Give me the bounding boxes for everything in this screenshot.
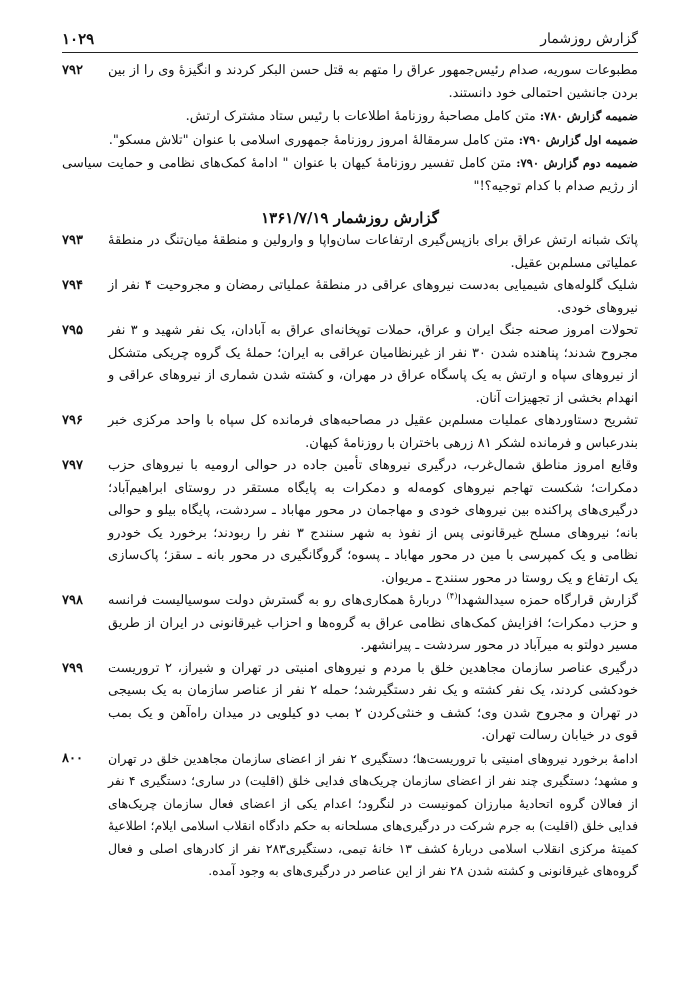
entry-number: ۷۹۳ — [62, 233, 83, 248]
annex-text: متن کامل سرمقالهٔ امروز روزنامهٔ جمهوری اسلامی با عنوان "تلاش مسکو". — [108, 132, 515, 148]
annex-item — [62, 152, 638, 198]
entry-text: تشریح دستاوردهای عملیات مسلم‌بن عقیل در مصاحبه‌های فرمانده کل سپاه با واحد مرکزی خبر بندرعباس و فرمانده لشکر ۸۱ زرهی باختران با روزنامهٔ کیهان. — [108, 413, 638, 451]
footnote-marker: (۴) — [446, 591, 458, 602]
report-entry — [62, 658, 638, 748]
entry-text: وقایع امروز مناطق شمال‌غرب، درگیری نیروهای تأمین جاده در حوالی ارومیه با نیروهای حزب دمکرات؛ شکست تهاجم نیروهای کومه‌له و دمکرات به پایگاه مستقر در روستای ابراهیم‌آباد؛ درگیری‌های پراکنده بین نیروهای خودی و مهاجمان در محور مهاباد ـ سردشت، پایگاه بیلو و حوالی بانه؛ نیروهای مسلح غیرقانونی پس از نفوذ به شهر سنندج ۳ نفر را ربودند؛ برخورد یک خودرو نظامی و یک کمپرسی با مین در محور مهاباد ـ پسوه؛ گروگانگیری در محور بانه ـ سقز؛ پاک‌سازی یک ارتفاع و یک روستا در محور سنندج ـ مریوان. — [108, 458, 638, 586]
report-entry — [62, 320, 638, 410]
entry-number: ۷۹۷ — [62, 458, 83, 473]
section-heading: گزارش روزشمار ۱۳۶۱/۷/۱۹ — [261, 209, 439, 227]
report-entry — [62, 230, 638, 275]
report-entry — [62, 60, 638, 105]
report-entry — [62, 590, 638, 658]
report-entry — [62, 455, 638, 590]
entry-text: درگیری عناصر سازمان مجاهدین خلق با مردم و نیروهای امنیتی در تهران و شیراز، ۲ تروریست خودکشی کردند، یک نفر کشته و یک نفر دستگیرشد؛ حمله ۲ نفر از عناصر سازمان به یک بسیجی در تهران و مجروح شدن وی؛ کشف و خنثی‌کردن ۲ بمب دو کیلویی در میدان راه‌آهن و یک بمب قوی در خیابان رسالت تهران. — [108, 660, 638, 743]
entry-text — [108, 590, 638, 658]
entry-text: ادامهٔ برخورد نیروهای امنیتی با تروریست‌ها؛ دستگیری ۲ نفر از اعضای سازمان مجاهدین خلق در تهران و مشهد؛ دستگیری چند نفر از اعضای سازمان چریک‌های فدایی خلق (اقلیت) در ساری؛ دستگیری ۴ نفر از فعالان گروه اتحادیهٔ مبارزان کمونیست در لنگرود؛ اعدام یکی از اعضای فعال سازمان چریک‌های فدایی خلق (اقلیت) به جرم شرکت در درگیری‌های مسلحانه به حکم دادگاه انقلاب اسلامی ایلام؛ اطلاعیهٔ کمیتهٔ مرکزی انقلاب اسلامی دربارهٔ کشف ۱۳ خانهٔ تیمی، دستگیری۲۸۳ نفر از کادرهای اصلی و فعال گروه‌های غیرقانونی و کشته شدن ۲۸ نفر از این عناصر در درگیری‌های به وجود آمده. — [108, 750, 639, 878]
annex-text: متن کامل مصاحبهٔ روزنامهٔ اطلاعات با رئیس ستاد مشترک ارتش. — [185, 109, 536, 124]
annex-label: ضمیمه اول گزارش ۷۹۰: — [518, 132, 638, 147]
entry-number: ۷۹۶ — [62, 413, 83, 428]
annex-item — [62, 129, 638, 153]
entry-number: ۷۹۴ — [62, 278, 83, 293]
annex-item — [62, 105, 638, 129]
entry-text: مطبوعات سوریه، صدام رئیس‌جمهور عراق را متهم به قتل حسن البکر کردند و انگیزهٔ وی را از بین بردن جانشین احتمالی خود دانستند. — [108, 63, 638, 101]
annex-text: متن کامل تفسیر روزنامهٔ کیهان با عنوان " ادامهٔ کمک‌های نظامی و حمایت سیاسی از رژیم صدام با کدام توجیه؟!" — [62, 156, 638, 194]
running-header-title: گزارش روزشمار — [540, 31, 638, 47]
report-entry — [62, 410, 638, 455]
annex-label: ضمیمه گزارش ۷۸۰: — [539, 109, 638, 123]
entry-number: ۷۹۹ — [62, 660, 83, 676]
entry-text: شلیک گلوله‌های شیمیایی به‌دست نیروهای عراقی در منطقهٔ عملیاتی رمضان و مجروحیت ۴ نفر از نیروهای خودی. — [108, 278, 638, 316]
report-entry — [62, 748, 638, 883]
entry-text: تحولات امروز صحنه جنگ ایران و عراق، حملات توپخانه‌ای عراق به آبادان، یک نفر شهید و ۳ نفر مجروح شدند؛ پناهنده شدن ۳۰ نفر از غیرنظامیان عراقی به ایران؛ حملهٔ یک گروه چریکی متشکل از نیروهای سپاه و ارتش به یک پاسگاه عراق در مهران، و کشته شدن شماری از نیروهای عراقی و انهدام بخشی از تجهیزات آنان. — [108, 323, 639, 406]
annex-label: ضمیمه دوم گزارش ۷۹۰: — [516, 156, 638, 170]
entry-text: پاتک شبانه ارتش عراق برای بازپس‌گیری ارتفاعات سان‌واپا و وارولین و منطقهٔ میان‌تنگ در منطقهٔ عملیاتی مسلم‌بن عقیل. — [108, 233, 638, 271]
annex-list — [62, 105, 638, 198]
entry-text-part: گزارش قرارگاه حمزه سیدالشهدا — [457, 593, 638, 608]
report-entry — [62, 275, 638, 320]
running-header — [62, 28, 638, 53]
entry-number: ۷۹۸ — [62, 593, 83, 608]
entry-number: ۷۹۵ — [62, 323, 83, 338]
document-page — [62, 28, 638, 883]
page-number: ۱۰۲۹ — [62, 30, 95, 48]
top-entries — [62, 60, 638, 105]
entry-number: ۷۹۲ — [62, 63, 83, 78]
entry-text-part: دربارهٔ همکاری‌های رو به گسترش دولت سوسیالیست فرانسه و حزب دمکرات؛ افزایش کمک‌های نظامی عراق به گروه‌ها و احزاب غیرقانونی در ایران از طریق مسیر دولتو به میرآباد در محور سردشت ـ پیرانشهر. — [108, 593, 638, 653]
entries-list — [62, 230, 638, 883]
entry-number: ۸۰۰ — [62, 750, 83, 766]
